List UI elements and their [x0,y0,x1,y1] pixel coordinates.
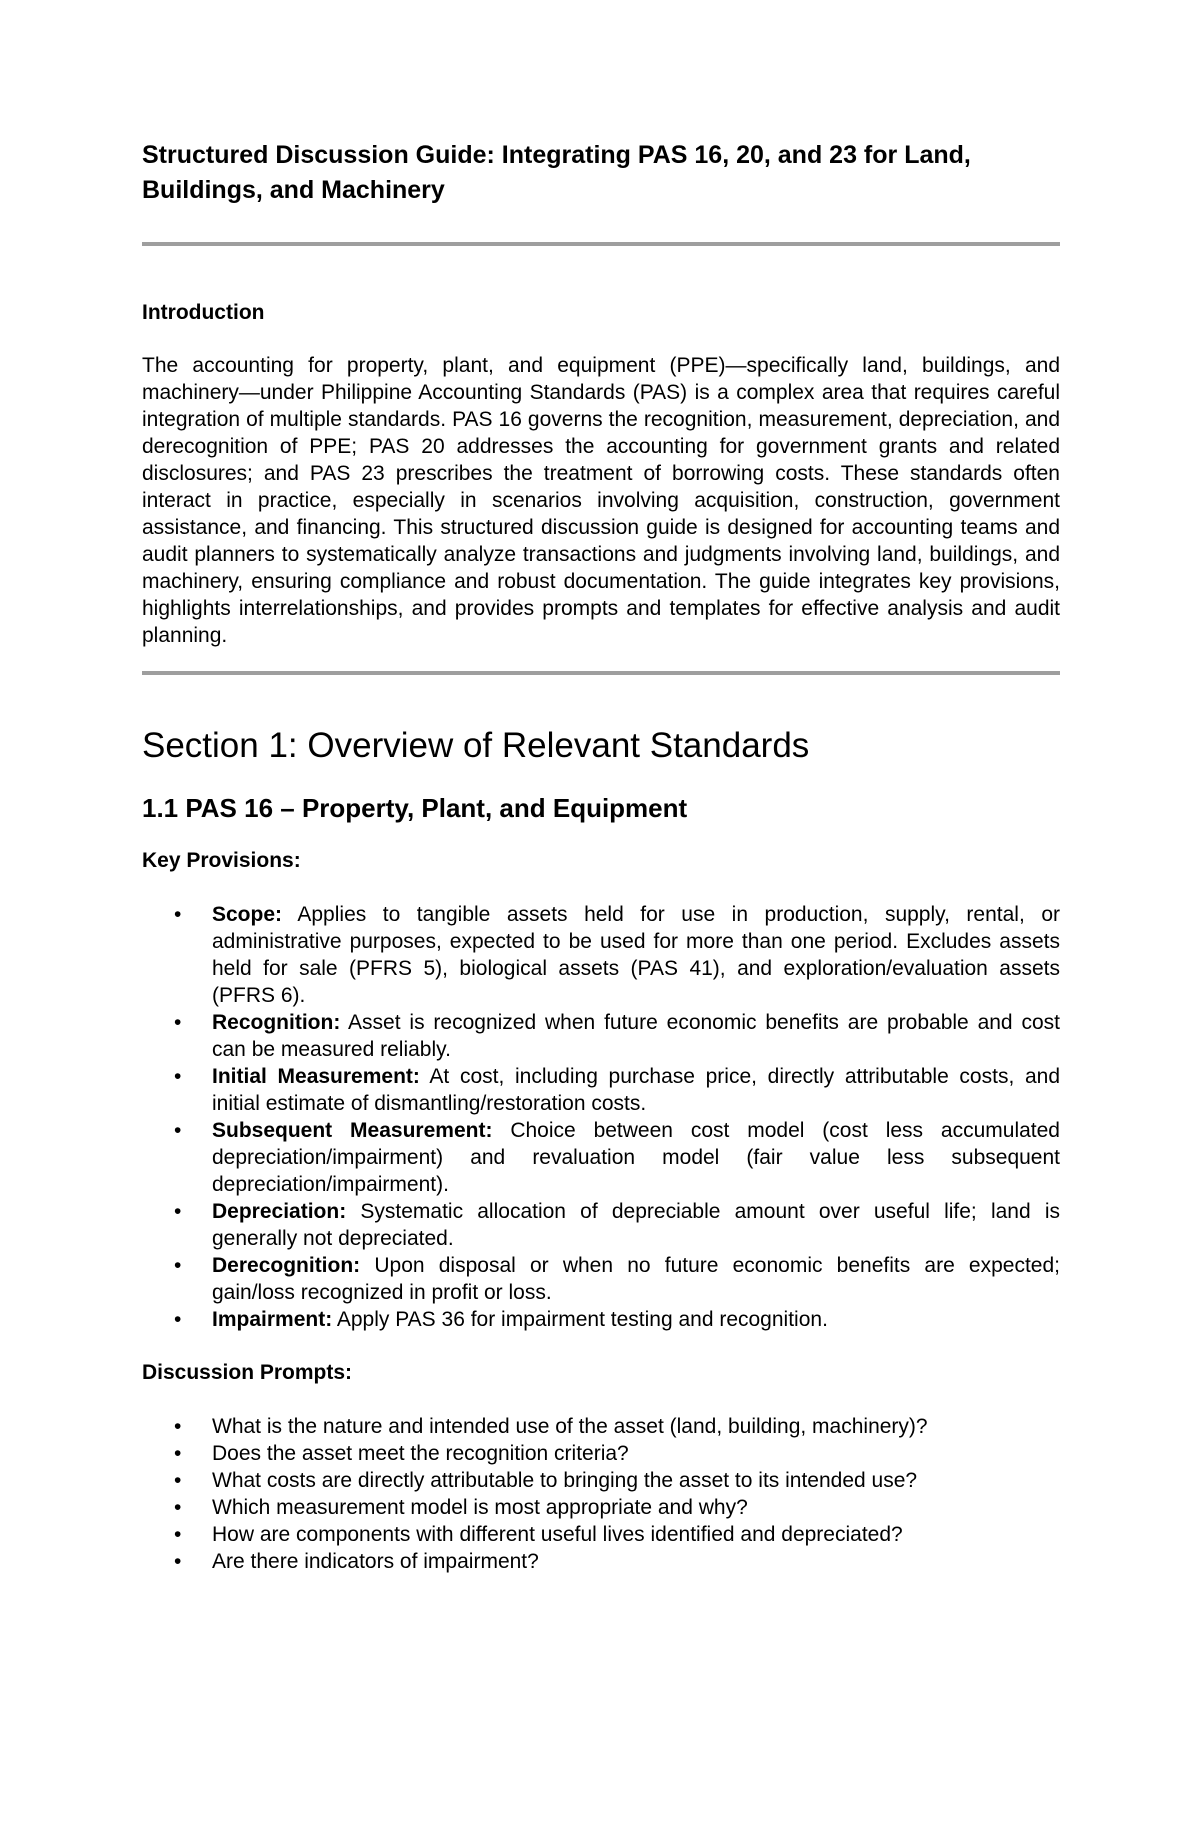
list-item [142,1440,1060,1467]
subsection-title: 1.1 PAS 16 – Property, Plant, and Equipment [142,793,688,823]
bullet-icon: • [174,903,182,926]
provision-term: Initial Measurement: [212,1065,420,1088]
bullet-icon: • [174,1442,182,1465]
provision-term: Recognition: [212,1011,341,1034]
list-item [142,1063,1060,1117]
list-item [142,901,1060,1009]
bullet-icon: • [174,1011,182,1034]
section-title: Section 1: Overview of Relevant Standards [142,726,810,765]
prompt-text: What costs are directly attributable to bringing the asset to its intended use? [212,1469,918,1492]
bullet-icon: • [174,1415,182,1438]
document-title: Structured Discussion Guide: Integrating PAS 16, 20, and 23 for Land, Buildings, and Machinery [142,141,971,204]
list-item [142,1548,1060,1575]
horizontal-divider [142,242,1060,246]
key-provisions-label: Key Provisions: [142,849,301,872]
bullet-icon: • [174,1308,182,1331]
list-item [142,1117,1060,1198]
discussion-prompts-list [142,1413,1060,1575]
bullet-icon: • [174,1496,182,1519]
bullet-icon: • [174,1523,182,1546]
provision-text: Choice between cost model (cost less accumulated depreciation/impairment) and revaluation model (fair value less subsequent depreciation/impairment). [212,1119,1060,1196]
provision-text: Systematic allocation of depreciable amount over useful life; land is generally not depreciated. [212,1200,1060,1250]
list-item [142,1467,1060,1494]
provision-term: Subsequent Measurement: [212,1119,493,1142]
list-item [142,1009,1060,1063]
horizontal-divider [142,671,1060,675]
provision-text: Upon disposal or when no future economic benefits are expected; gain/loss recognized in profit or loss. [212,1254,1060,1304]
bullet-icon: • [174,1200,182,1223]
bullet-icon: • [174,1469,182,1492]
introduction-heading: Introduction [142,301,265,324]
list-item [142,1521,1060,1548]
provision-text: Asset is recognized when future economic benefits are probable and cost can be measured reliably. [212,1011,1060,1061]
discussion-prompts-label: Discussion Prompts: [142,1361,353,1384]
provision-term: Scope: [212,903,283,926]
bullet-icon: • [174,1550,182,1573]
bullet-icon: • [174,1254,182,1277]
prompt-text: Which measurement model is most appropriate and why? [212,1496,748,1519]
provision-term: Impairment: [212,1308,333,1331]
prompt-text: What is the nature and intended use of the asset (land, building, machinery)? [212,1415,928,1438]
introduction-paragraph: The accounting for property, plant, and equipment (PPE)—specifically land, buildings, and machinery—under Philippine Accounting Standards (PAS) is a complex area that requires careful integration of multiple standards. PAS 16 governs the recognition, measurement, depreciation, and derecognition of PPE; PAS 20 addresses the accounting for government grants and related disclosures; and PAS 23 prescribes the treatment of borrowing costs. These standards often interact in practice, especially in scenarios involving acquisition, construction, government assistance, and financing. This structured discussion guide is designed for accounting teams and audit planners to systematically analyze transactions and judgments involving land, buildings, and machinery, ensuring compliance and robust documentation. The guide integrates key provisions, highlights interrelationships, and provides prompts and templates for effective analysis and audit planning. [142,354,1060,647]
document-page [142,138,1060,1575]
provision-text: At cost, including purchase price, directly attributable costs, and initial estimate of dismantling/restoration costs. [212,1065,1060,1115]
list-item [142,1306,1060,1333]
list-item [142,1413,1060,1440]
list-item [142,1198,1060,1252]
key-provisions-list [142,901,1060,1333]
list-item [142,1252,1060,1306]
provision-text: Apply PAS 36 for impairment testing and recognition. [332,1308,828,1331]
list-item [142,1494,1060,1521]
prompt-text: Are there indicators of impairment? [212,1550,539,1573]
provision-term: Depreciation: [212,1200,347,1223]
bullet-icon: • [174,1065,182,1088]
provision-term: Derecognition: [212,1254,361,1277]
provision-text: Applies to tangible assets held for use in production, supply, rental, or administrative purposes, expected to be used for more than one period. Excludes assets held for sale (PFRS 5), biological assets (PAS 41), and exploration/evaluation assets (PFRS 6). [212,903,1060,1007]
prompt-text: How are components with different useful lives identified and depreciated? [212,1523,903,1546]
bullet-icon: • [174,1119,182,1142]
prompt-text: Does the asset meet the recognition criteria? [212,1442,629,1465]
